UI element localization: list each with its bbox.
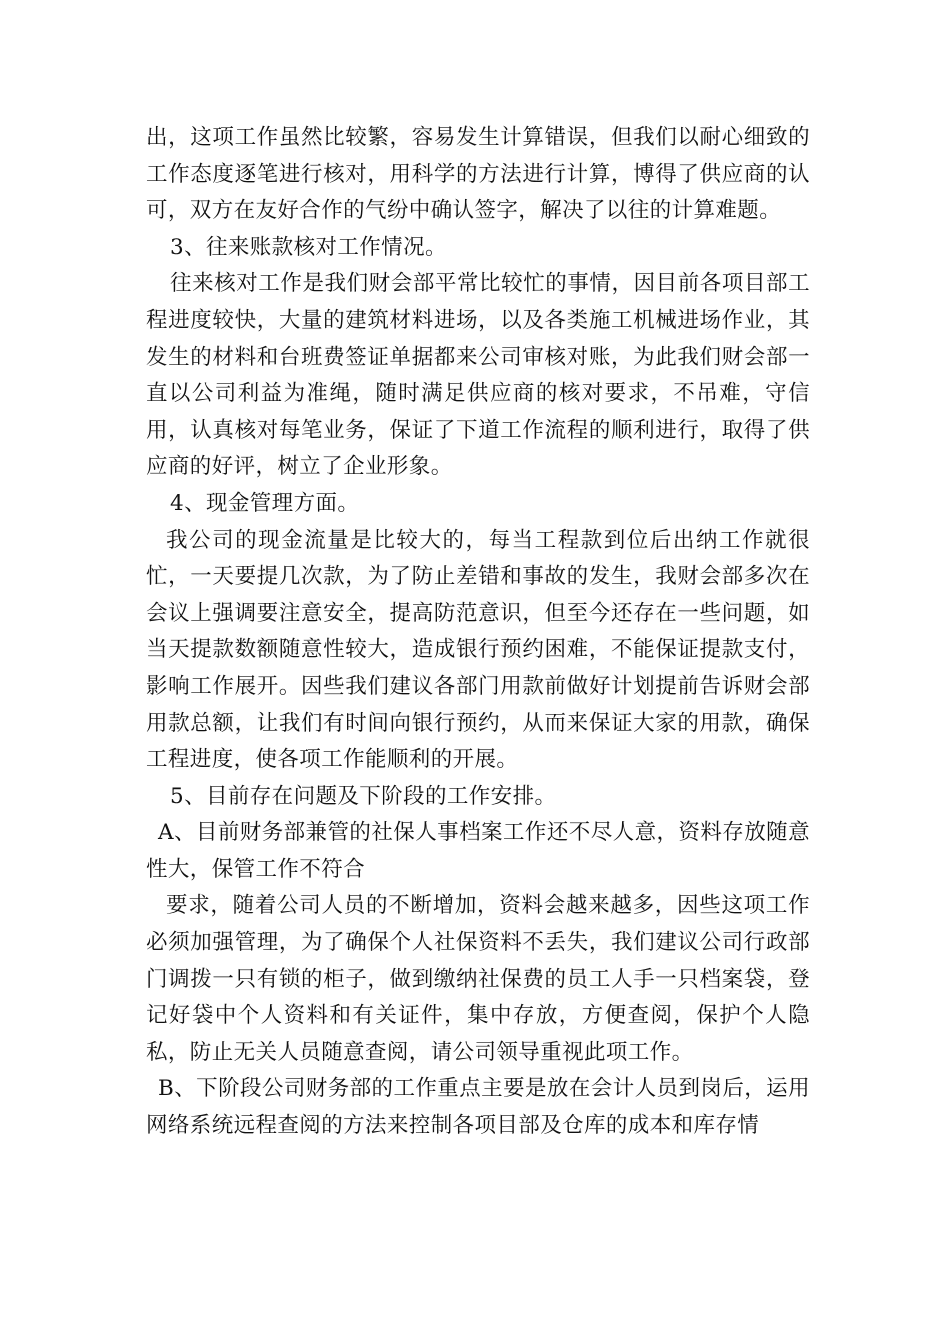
paragraph-accounts-reconciliation: 往来核对工作是我们财会部平常比较忙的事情，因目前各项目部工程进度较快，大量的建筑材料进场，以及各类施工机械进场作业，其发生的材料和台班费签证单据都来公司审核对账，为此我们财会部一直以公司利益为准绳，随时满足供应商的核对要求，不吊难，守信用，认真核对每笔业务，保证了下道工作流程的顺利进行，取得了供应商的好评，树立了企业形象。 [146,271,810,480]
paragraph-item-b: B、下阶段公司财务部的工作重点主要是放在会计人员到岗后，运用网络系统远程查阅的方法来控制各项目部及仓库的成本和库存情 [146,1076,810,1139]
paragraph-continuation: 出，这项工作虽然比较繁，容易发生计算错误，但我们以耐心细致的工作态度逐笔进行核对，用科学的方法进行计算，博得了供应商的认可，双方在友好合作的气纷中确认签字，解决了以往的计算难题。 [146,125,810,224]
paragraph-item-a: A、目前财务部兼管的社保人事档案工作还不尽人意，资料存放随意性大，保管工作不符合 [146,820,810,882]
paragraph-item-a-continued: 要求，随着公司人员的不断增加，资料会越来越多，因些这项工作必须加强管理，为了确保个人社保资料不丢失，我们建议公司行政部门调拨一只有锁的柜子，做到缴纳社保费的员工人手一只档案袋，登记好袋中个人资料和有关证件，集中存放，方便查阅，保护个人隐私，防止无关人员随意查阅，请公司领导重视此项工作。 [146,893,810,1065]
section-heading-3: 3、往来账款核对工作情况。 [170,234,447,260]
section-heading-4: 4、现金管理方面。 [170,490,360,516]
section-heading-5: 5、目前存在问题及下阶段的工作安排。 [170,783,557,809]
paragraph-cash-management: 我公司的现金流量是比较大的，每当工程款到位后出纳工作就很忙，一天要提几次款，为了防止差错和事故的发生，我财会部多次在会议上强调要注意安全，提高防范意识，但至今还存在一些问题，如当天提款数额随意性较大，造成银行预约困难，不能保证提款支付，影响工作展开。因些我们建议各部门用款前做好计划提前告诉财会部用款总额，让我们有时间向银行预约，从而来保证大家的用款，确保工程进度，使各项工作能顺利的开展。 [146,527,810,773]
document-body [146,120,810,1145]
